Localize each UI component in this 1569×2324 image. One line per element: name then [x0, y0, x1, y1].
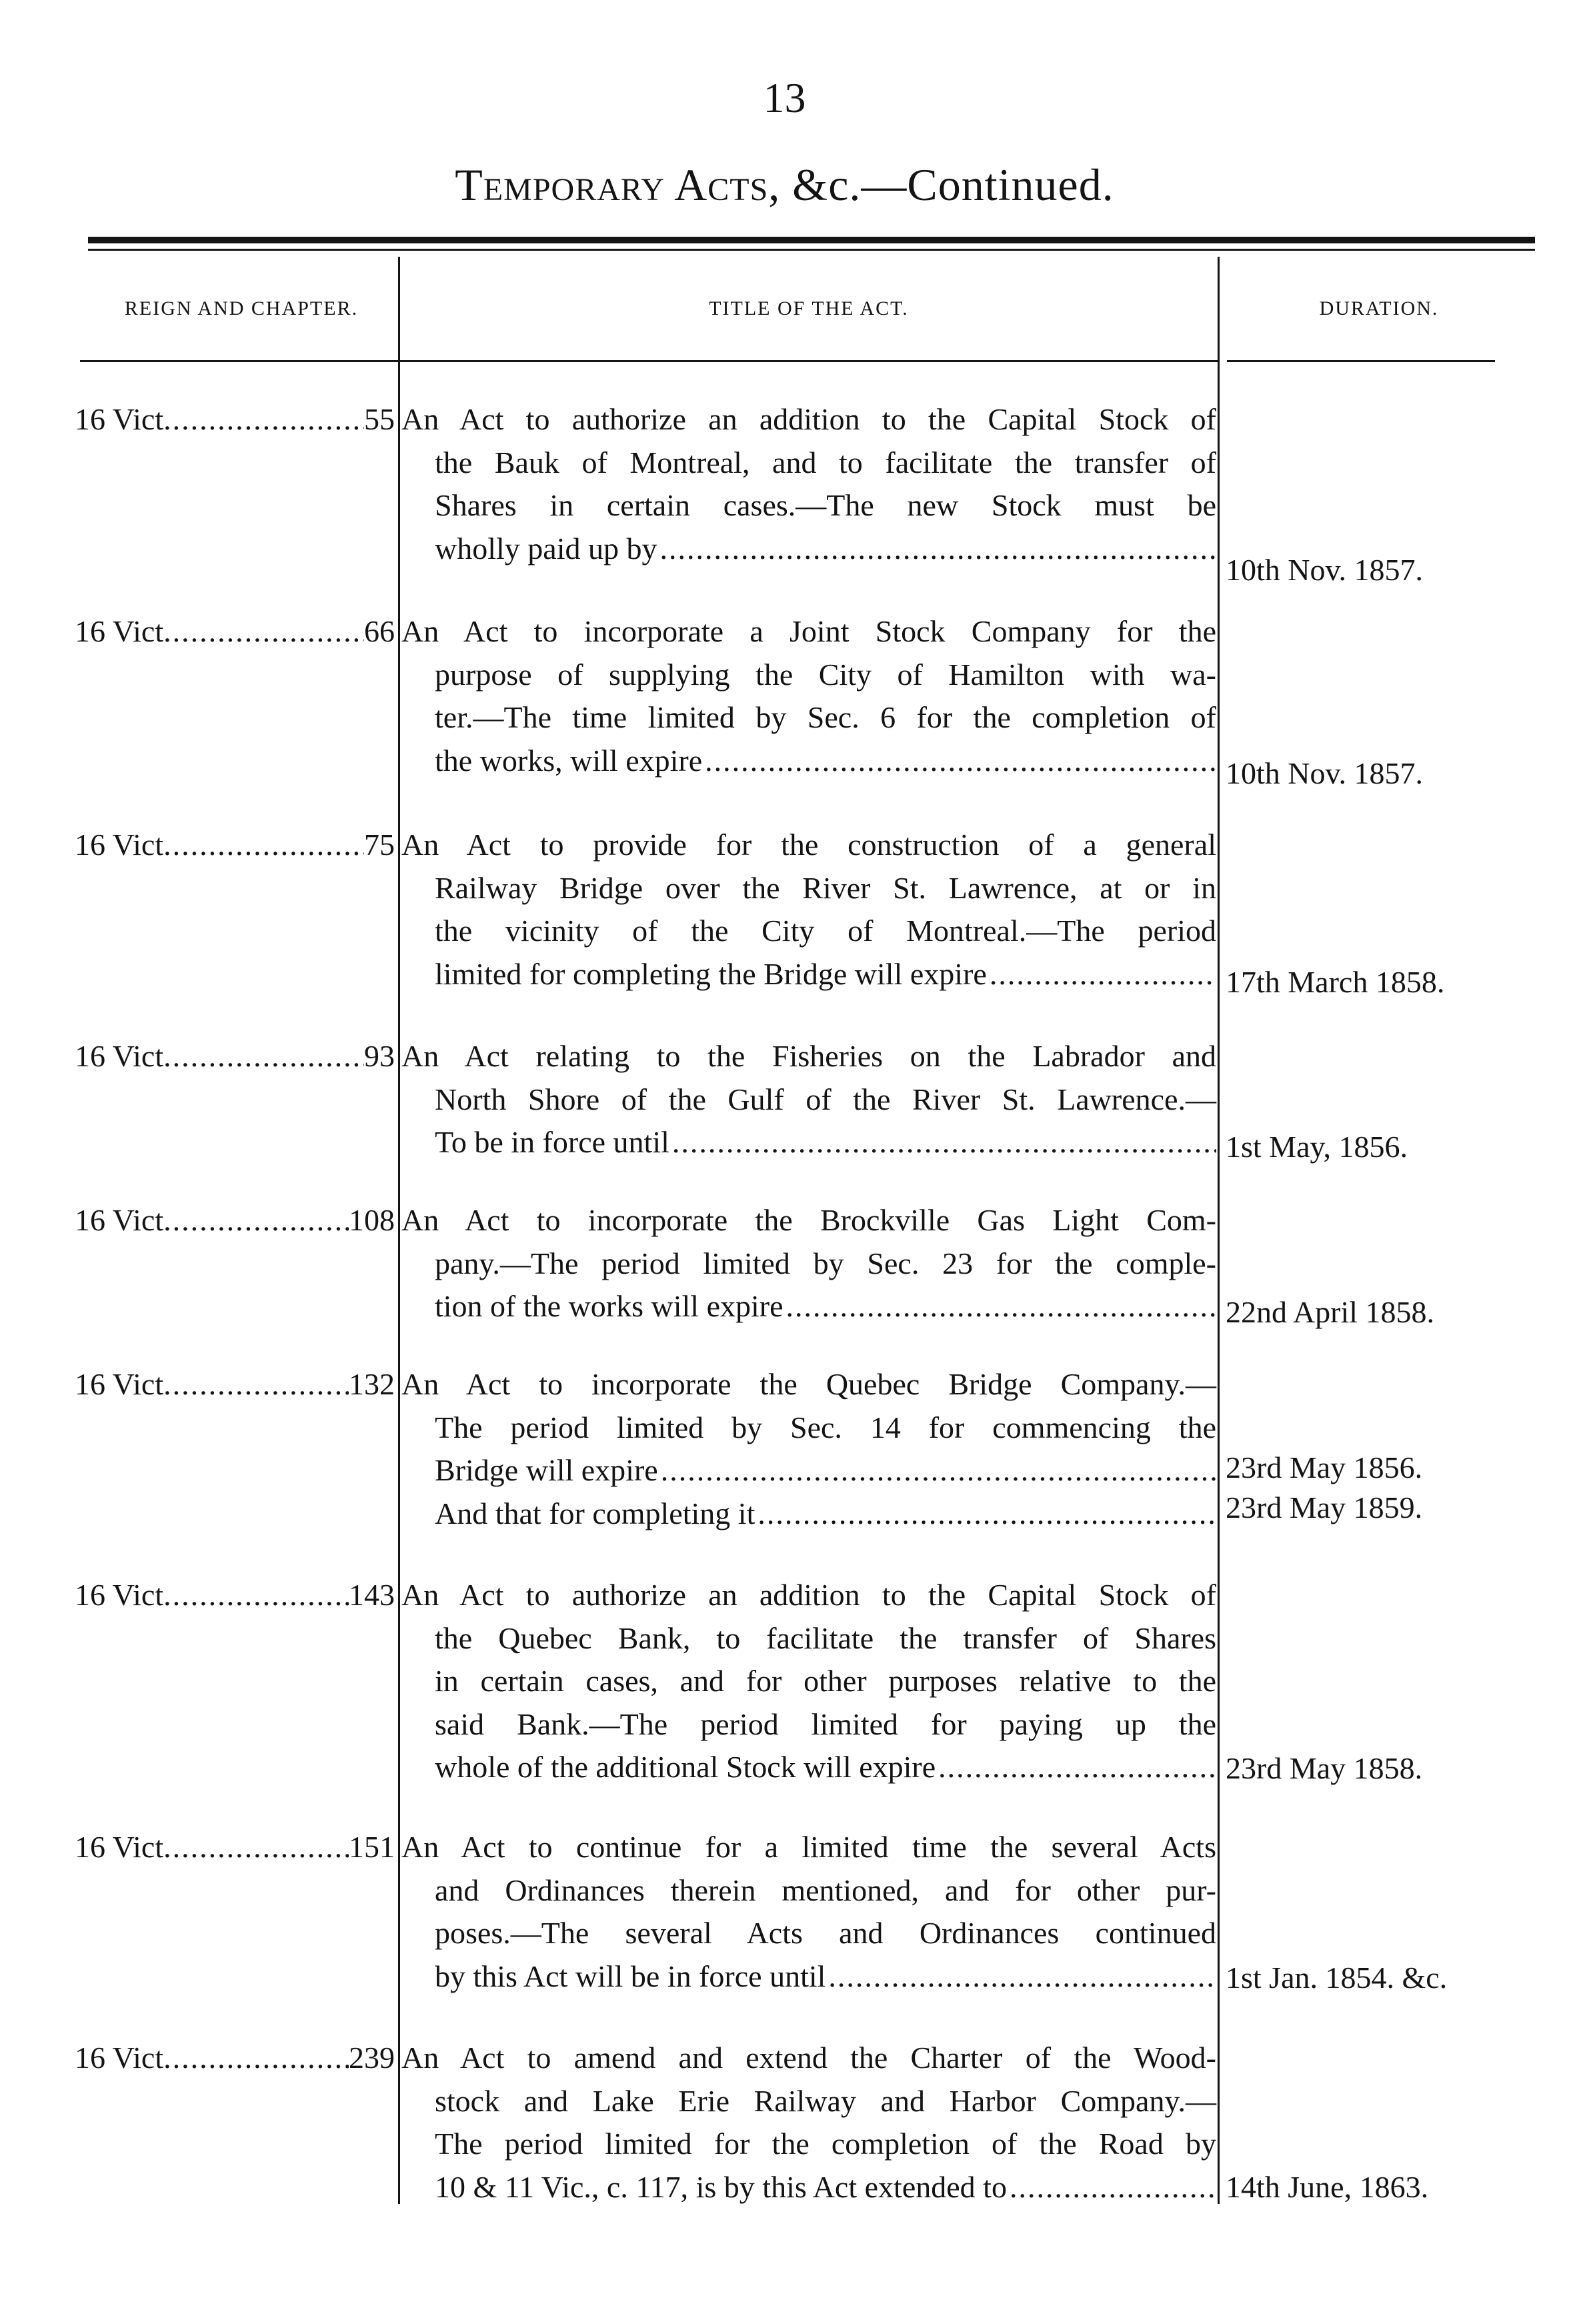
duration: 1st Jan. 1854. &c. — [1226, 1961, 1448, 1995]
header-underline-left — [80, 360, 399, 362]
reign-chapter — [75, 1826, 395, 1869]
act-title — [401, 1035, 1216, 1164]
duration: 10th Nov. 1857. — [1226, 756, 1424, 790]
duration: 23rd May 1856. — [1226, 1450, 1423, 1484]
reign-chapter — [75, 1574, 395, 1616]
title-line: the Bauk of Montreal, and to facilitate the transfer of — [435, 445, 1216, 479]
title-line: tion of the works will expire — [435, 1289, 783, 1323]
act-title — [401, 2037, 1216, 2209]
duration: 14th June, 1863. — [1226, 2170, 1429, 2204]
leader-dots — [163, 2037, 349, 2079]
title-line: the Quebec Bank, to facilitate the transfer of Shares — [435, 1620, 1216, 1655]
leader-dots — [828, 1955, 1216, 1999]
title-line-leader — [401, 527, 1216, 571]
leader-dots — [661, 1449, 1216, 1492]
duration: 23rd May 1859. — [1226, 1490, 1423, 1524]
chapter-number: 66 — [364, 614, 395, 648]
title-line-leader — [401, 1492, 1216, 1536]
chapter-number: 151 — [349, 1830, 395, 1864]
title-line: ter.—The time limited by Sec. 6 for the completion of — [435, 700, 1216, 734]
reign-label: 16 Vict — [75, 1578, 164, 1612]
chapter-number: 93 — [364, 1039, 395, 1073]
leader-dots — [938, 1746, 1216, 1789]
leader-dots — [163, 1199, 349, 1242]
act-title — [401, 1826, 1216, 1998]
chapter-number: 55 — [364, 402, 395, 436]
act-title — [401, 1574, 1216, 1789]
reign-label: 16 Vict — [75, 402, 164, 436]
title-line: An Act to continue for a limited time the several Acts — [401, 1830, 1216, 1864]
leader-dots — [163, 398, 364, 441]
reign-label: 16 Vict — [75, 2041, 164, 2075]
title-line: Bridge will expire — [435, 1453, 658, 1487]
reign-label: 16 Vict — [75, 1203, 164, 1237]
title-line: North Shore of the Gulf of the River St. Lawrence.— — [435, 1082, 1216, 1116]
leader-dots — [163, 824, 364, 866]
page-number: 13 — [763, 74, 806, 121]
title-line: stock and Lake Erie Railway and Harbor Company.— — [435, 2083, 1216, 2118]
act-title — [401, 1363, 1216, 1535]
page-heading — [0, 159, 1569, 211]
leader-dots — [163, 1826, 349, 1869]
title-line-leader — [401, 953, 1216, 996]
title-line-leader — [401, 1121, 1216, 1164]
title-line: purpose of supplying the City of Hamilton with wa- — [435, 657, 1216, 692]
heading-rest: &c.—Continued. — [780, 159, 1114, 210]
title-line: said Bank.—The period limited for paying up the — [435, 1706, 1216, 1741]
chapter-number: 143 — [349, 1578, 395, 1612]
title-line: The period limited for the completion of the Road by — [435, 2127, 1216, 2161]
column-divider-left — [398, 257, 400, 2204]
title-line: Shares in certain cases.—The new Stock must be — [435, 488, 1216, 522]
chapter-number: 75 — [364, 828, 395, 862]
duration: 1st May, 1856. — [1226, 1130, 1408, 1164]
leader-dots — [672, 1121, 1216, 1164]
title-line: the works, will expire — [435, 743, 703, 778]
title-line: pany.—The period limited by Sec. 23 for the comple- — [435, 1246, 1216, 1280]
title-line: poses.—The several Acts and Ordinances continued — [435, 1916, 1216, 1950]
column-header-duration: DURATION. — [1319, 297, 1439, 319]
title-line: An Act to authorize an addition to the Capital Stock of — [401, 1578, 1216, 1612]
act-title — [401, 824, 1216, 996]
title-line-leader — [401, 1746, 1216, 1789]
leader-dots — [163, 1363, 349, 1406]
title-line: An Act to incorporate the Quebec Bridge Company.— — [401, 1367, 1216, 1401]
column-divider-right — [1218, 257, 1220, 2204]
title-line: The period limited by Sec. 14 for commencing the — [435, 1410, 1216, 1444]
title-line-leader — [401, 2166, 1216, 2209]
reign-chapter — [75, 398, 395, 441]
header-rule-thick — [88, 237, 1535, 243]
title-line: limited for completing the Bridge will expire — [435, 956, 987, 991]
duration: 17th March 1858. — [1226, 965, 1445, 999]
title-line: and Ordinances therein mentioned, and for other pur- — [435, 1873, 1216, 1907]
title-line-leader — [401, 1449, 1216, 1492]
title-line: by this Act will be in force until — [435, 1959, 826, 1993]
column-header-title: TITLE OF THE ACT. — [709, 297, 909, 319]
reign-label: 16 Vict — [75, 828, 164, 862]
duration: 23rd May 1858. — [1226, 1751, 1423, 1785]
title-line: An Act to amend and extend the Charter of the Wood- — [401, 2041, 1216, 2075]
header-underline-right — [1227, 360, 1495, 362]
reign-chapter — [75, 1363, 395, 1406]
reign-label: 16 Vict — [75, 1367, 164, 1401]
leader-dots — [757, 1492, 1216, 1536]
act-title — [401, 398, 1216, 570]
column-header-reign: REIGN AND CHAPTER. — [124, 297, 359, 319]
header-rule-thin — [88, 249, 1535, 251]
title-line: An Act to provide for the construction of a general — [401, 828, 1216, 862]
title-line: in certain cases, and for other purposes relative to the — [435, 1664, 1216, 1698]
leader-dots — [659, 527, 1216, 571]
reign-chapter — [75, 1035, 395, 1078]
reign-label: 16 Vict — [75, 614, 164, 648]
reign-label: 16 Vict — [75, 1039, 164, 1073]
title-line-leader — [401, 1955, 1216, 1999]
title-line: An Act to incorporate the Brockville Gas Light Com- — [401, 1203, 1216, 1237]
title-line: An Act to authorize an addition to the Capital Stock of — [401, 402, 1216, 436]
header-underline-middle — [400, 360, 1218, 362]
leader-dots — [1010, 2166, 1216, 2209]
act-title — [401, 1199, 1216, 1328]
title-line: And that for completing it — [435, 1496, 755, 1530]
title-line: whole of the additional Stock will expire — [435, 1750, 936, 1784]
reign-chapter — [75, 610, 395, 653]
leader-dots — [163, 1574, 349, 1616]
title-line: An Act relating to the Fisheries on the Labrador and — [401, 1039, 1216, 1073]
title-line: An Act to incorporate a Joint Stock Company for the — [401, 614, 1216, 648]
chapter-number: 132 — [349, 1367, 395, 1401]
title-line: the vicinity of the City of Montreal.—The period — [435, 914, 1216, 948]
reign-chapter — [75, 824, 395, 866]
title-line: wholly paid up by — [435, 531, 657, 565]
title-line-leader — [401, 740, 1216, 783]
heading-small-caps: Temporary Acts, — [455, 159, 781, 210]
chapter-number: 239 — [349, 2041, 395, 2075]
title-line: Railway Bridge over the River St. Lawrence, at or in — [435, 870, 1216, 905]
leader-dots — [163, 1035, 364, 1078]
leader-dots — [786, 1285, 1216, 1328]
duration: 10th Nov. 1857. — [1226, 553, 1424, 587]
duration: 22nd April 1858. — [1226, 1295, 1435, 1329]
reign-chapter — [75, 2037, 395, 2079]
title-line: To be in force until — [435, 1125, 669, 1159]
chapter-number: 108 — [349, 1203, 395, 1237]
leader-dots — [163, 610, 364, 653]
leader-dots — [705, 740, 1216, 783]
leader-dots — [990, 953, 1216, 996]
title-line: 10 & 11 Vic., c. 117, is by this Act extended to — [435, 2169, 1007, 2204]
title-line-leader — [401, 1285, 1216, 1328]
reign-label: 16 Vict — [75, 1830, 164, 1864]
act-title — [401, 610, 1216, 782]
reign-chapter — [75, 1199, 395, 1242]
